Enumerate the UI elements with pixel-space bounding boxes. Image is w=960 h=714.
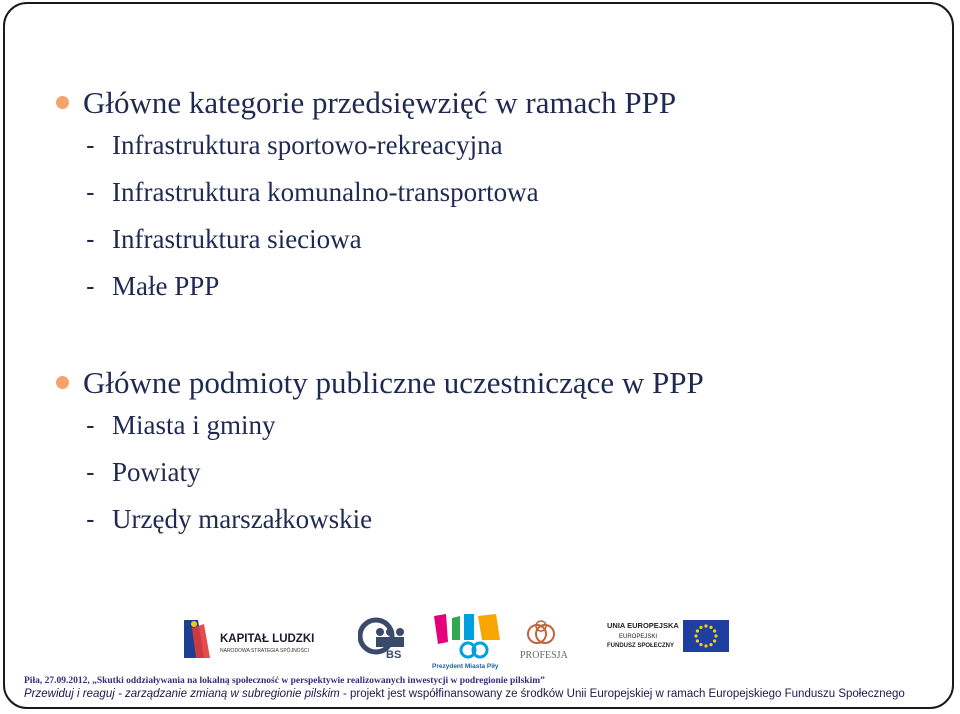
dash-icon: - [86,224,95,254]
dash-icon: - [86,271,95,301]
section-project-categories [56,84,676,310]
profesja-logo [512,616,572,668]
dash-icon: - [86,177,95,207]
dash-icon: - [86,504,95,534]
list-item: - Infrastruktura komunalno-transportowa [56,169,676,216]
list-item: - Infrastruktura sportowo-rekreacyjna [56,122,676,169]
svg-text:KAPITAŁ LUDZKI: KAPITAŁ LUDZKI [220,633,315,645]
bullet-icon [56,376,69,389]
footer-event-line: Piła, 27.09.2012, „Skutki oddziaływania na lokalną społeczność w perspektywie realizowanych inwestycji w podregionie pilskim” [24,676,545,686]
list-item: - Powiaty [56,449,704,496]
section-heading: Główne podmioty publiczne uczestniczące w PPP [56,364,704,402]
svg-text:BS: BS [386,649,402,661]
dash-icon: - [86,410,95,440]
pila-logo [430,610,506,672]
svg-text:Prezydent Miasta Piły: Prezydent Miasta Piły [432,663,499,670]
cbs-logo [358,614,414,664]
sponsor-logos [180,610,740,670]
svg-text:EUROPEJSKI: EUROPEJSKI [619,634,658,640]
svg-text:FUNDUSZ SPOŁECZNY: FUNDUSZ SPOŁECZNY [607,643,675,649]
dash-icon: - [86,457,95,487]
bullet-icon [56,96,69,109]
footer-project-line: Przewiduj i reaguj - zarządzanie zmianą w subregionie pilskim - projekt jest współfinansowany ze środków Unii Europejskiej w ramach Europejskiego Funduszu Społecznego [24,688,905,700]
dash-icon: - [86,130,95,160]
section-public-entities [56,364,704,543]
eu-logo [605,616,740,664]
list-item: - Małe PPP [56,263,676,310]
svg-text:NARODOWA STRATEGIA SPÓJNOŚCI: NARODOWA STRATEGIA SPÓJNOŚCI [220,648,309,654]
svg-text:PROFESJA: PROFESJA [520,650,568,661]
kapital-ludzki-logo [180,614,322,664]
list-item: - Urzędy marszałkowskie [56,496,704,543]
section-heading: Główne kategorie przedsięwzięć w ramach PPP [56,84,676,122]
list-item: - Miasta i gminy [56,402,704,449]
svg-text:UNIA EUROPEJSKA: UNIA EUROPEJSKA [607,621,679,630]
list-item: - Infrastruktura sieciowa [56,216,676,263]
